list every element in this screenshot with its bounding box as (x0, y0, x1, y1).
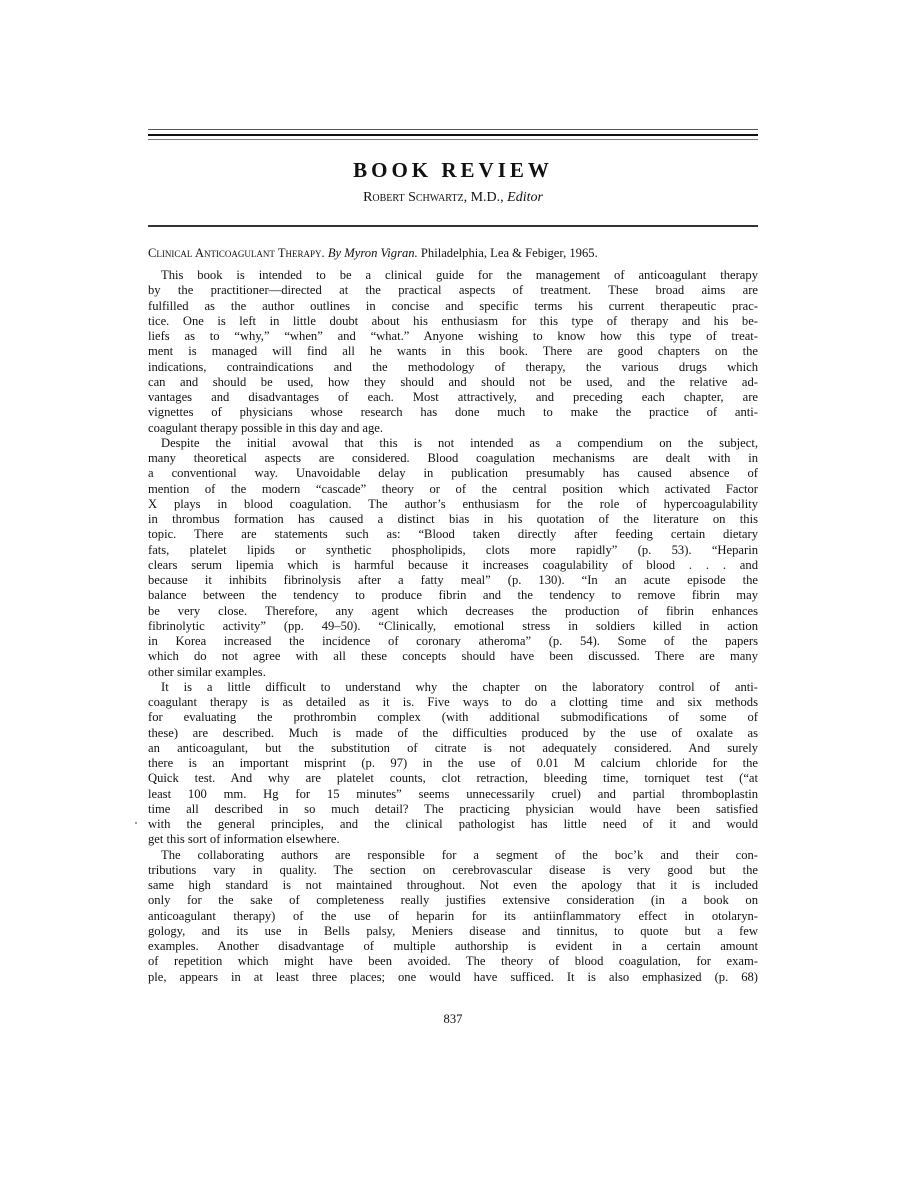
text-line: with the general principles, and the clinical pathologist has little need of it and would (148, 817, 758, 831)
text-line: an anticoagulant, but the substitution of citrate is not adequately considered. And surely (148, 740, 758, 755)
text-line: fats, platelet lipids or synthetic phospholipids, clots more rapidly” (p. 53). “Heparin (148, 542, 758, 557)
text-line: there is an important misprint (p. 97) in the use of 0.01 M calcium chloride for the (148, 756, 758, 770)
header-rule-top (148, 129, 758, 130)
text-line: can and should be used, how they should and should not be used, and the relative ad- (148, 374, 758, 389)
text-line: ment is managed will find all he wants in this book. There are good chapters on the (148, 344, 758, 359)
text-line: Despite the initial avowal that this is not intended as a compendium on the subject, (161, 435, 758, 450)
text-line: time all described in so much detail? The practicing physician would have been satisfied (148, 801, 758, 816)
review-paragraph (148, 848, 758, 985)
text-line: Quick test. And why are platelet counts, clot retraction, bleeding time, torniquet test (“at (148, 771, 758, 786)
text-line: get this sort of information elsewhere. (148, 832, 340, 847)
text-line: gology, and its use in Bells palsy, Meniers disease and tinnitus, to quote but a few (148, 923, 758, 938)
text-line: by the practitioner—directed at the practical aspects of treatment. These broad aims are (148, 283, 758, 298)
text-line: vantages and disadvantages of each. Most attractively, and preceding each chapter, are (148, 390, 758, 404)
text-line: many theoretical aspects are considered. Blood coagulation mechanisms are dealt with in (148, 451, 758, 465)
text-line: tice. One is left in little doubt about his enthusiasm for this type of therapy and his be- (148, 313, 758, 328)
text-line: these) are described. Much is made of the difficulties produced by the use of oxalate as (148, 725, 758, 740)
editor-credentials: , M.D., (463, 190, 508, 205)
text-line: only for the sake of completeness really justifies extensive consideration (in a book on (148, 893, 758, 908)
text-line: least 100 mm. Hg for 15 minutes” seems unnecessarily cruel) and partial thromboplastin (148, 786, 758, 801)
text-line: same high standard is not maintained throughout. Not even the apology that it is included (148, 878, 758, 892)
text-line: The collaborating authors are responsible for a segment of the boc’k and their con- (161, 847, 758, 862)
text-line: vignettes of physicians whose research has done much to make the practice of anti- (148, 405, 758, 420)
text-line: coagulant therapy possible in this day and age. (148, 420, 384, 435)
book-citation (148, 246, 760, 261)
text-line: be very close. Therefore, any agent which decreases the production of fibrin enhances (148, 603, 758, 618)
text-line: This book is intended to be a clinical guide for the management of anticoagulant therapy (161, 268, 758, 282)
page-number: 837 (443, 1012, 463, 1026)
section-divider (148, 225, 758, 227)
text-line: ple, appears in at least three places; one would have sufficed. It is also emphasized (p. 68) (148, 969, 758, 984)
text-line: anticoagulant therapy) of the use of heparin for its antiinflammatory effect in otolaryn- (148, 908, 758, 923)
text-line: fibrinolytic activity” (pp. 49–50). “Clinically, emotional stress in soldiers killed in action (148, 618, 758, 633)
editor-line (148, 190, 758, 206)
header-rule-bottom (148, 139, 758, 140)
text-line: It is a little difficult to understand why the chapter on the laboratory control of anti- (161, 679, 758, 694)
text-line: a conventional way. Unavoidable delay in publication presumably has caused absence of (148, 466, 758, 481)
editor-name: Robert Schwartz (363, 190, 464, 205)
text-line: fulfilled as the author outlines in concise and specific terms his current therapeutic prac- (148, 298, 758, 313)
text-line: of repetition which might have been avoided. The theory of blood coagulation, for exam- (148, 954, 758, 969)
book-title: Clinical Anticoagulant Therapy. (148, 246, 325, 260)
header-rule-middle (148, 134, 758, 136)
text-line: in Korea increased the incidence of coronary atheroma” (p. 54). Some of the papers (148, 634, 758, 648)
text-line: clears serum lipemia which is harmful because it increases coagulability of blood . . . and (148, 557, 758, 572)
margin-speck (135, 822, 137, 824)
text-line: coagulant therapy is as detailed as it is. Five ways to do a clotting time and six methods (148, 695, 758, 709)
text-line: tributions vary in quality. The section on cerebrovascular disease is very good but the (148, 862, 758, 877)
book-author: By Myron Vigran. (327, 246, 418, 260)
section-title: BOOK REVIEW (353, 158, 553, 182)
review-paragraph (148, 268, 758, 436)
book-publisher: Philadelphia, Lea & Febiger, 1965. (420, 246, 598, 260)
text-line: indications, contraindications and the methodology of therapy, the various drugs which (148, 359, 758, 374)
text-line: examples. Another disadvantage of multiple authorship is evident in a certain amount (148, 939, 758, 953)
text-line: liefs as to “why,” “when” and “what.” Anyone wishing to know how this type of treat- (148, 329, 758, 343)
text-line: balance between the tendency to produce fibrin and the tendency to remove fibrin may (148, 588, 758, 603)
text-line: for evaluating the prothrombin complex (with additional submodifications of some of (148, 710, 758, 725)
text-line: topic. There are statements such as: “Blood taken directly after feeding certain dietary (148, 527, 758, 542)
review-body (148, 268, 758, 985)
review-paragraph (148, 680, 758, 848)
text-line: X plays in blood coagulation. The author’s enthusiasm for the role of hypercoagulability (148, 496, 758, 511)
text-line: which do not agree with all these concepts should have been discussed. There are many (148, 649, 758, 664)
text-line: because it inhibits fibrinolysis after a fatty meal” (p. 130). “In an acute episode the (148, 573, 758, 587)
editor-role: Editor (507, 190, 543, 205)
review-paragraph (148, 436, 758, 680)
text-line: other similar examples. (148, 664, 266, 679)
text-line: in thrombus formation has caused a distinct bias in his quotation of the literature on this (148, 512, 758, 526)
text-line: mention of the modern “cascade” theory or of the central position which activated Factor (148, 481, 758, 496)
